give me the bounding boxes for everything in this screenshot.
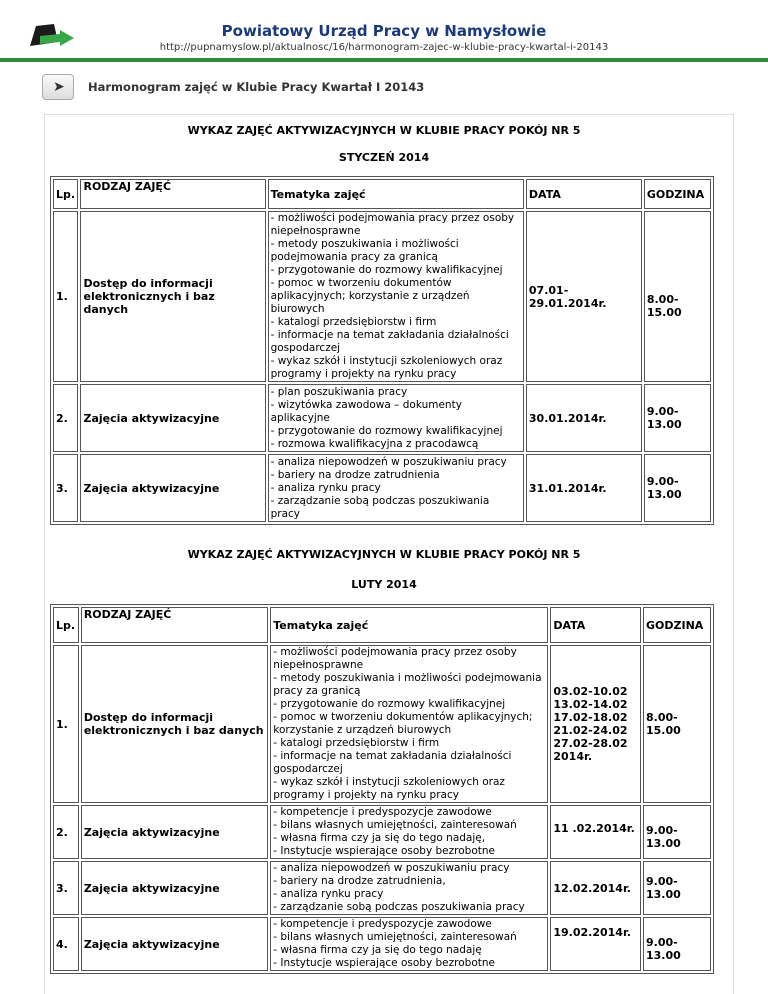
col-tematyka: Tematyka zajęć <box>270 607 548 643</box>
col-godzina: GODZINA <box>644 179 711 209</box>
col-data: DATA <box>526 179 642 209</box>
topic-line: - pomoc w tworzeniu dokumentów aplikacyjnych; korzystanie z urządzeń biurowych <box>273 711 533 736</box>
topic-line: - rozmowa kwalifikacyjna z pracodawcą <box>270 437 479 450</box>
site-title: Powiatowy Urząd Pracy w Namysłowie <box>221 22 547 40</box>
row-godzina: 9.00-13.00 <box>643 805 711 859</box>
date-line: 27.02-28.02 <box>553 737 628 750</box>
row-data: 12.02.2014r. <box>550 861 641 915</box>
row-lp: 4. <box>53 917 79 971</box>
schedule-table-february <box>50 604 714 974</box>
row-godzina: 9.00-13.00 <box>644 454 711 522</box>
date-line: 21.02-24.02 <box>553 724 628 737</box>
row-topics <box>270 861 548 915</box>
date-line: 03.02-10.02 <box>553 685 628 698</box>
topic-line: - bilans własnych umiejętności, zainteresowań <box>273 819 517 831</box>
row-rodzaj: Dostęp do informacji elektronicznych i baz danych <box>81 645 268 803</box>
row-data: 07.01-29.01.2014r. <box>526 211 642 382</box>
schedule-table-january <box>50 176 714 525</box>
table-row <box>53 645 711 803</box>
topic-line: - wizytówka zawodowa – dokumenty aplikacyjne <box>270 398 462 424</box>
topic-line: - bilans własnych umiejętności, zainteresowań <box>273 931 517 943</box>
topic-line: - zarządzanie sobą podczas poszukiwania pracy <box>273 901 525 913</box>
arrow-right-icon: ➤ <box>53 79 65 95</box>
row-godzina: 8.00-15.00 <box>644 211 711 382</box>
page-url: http://pupnamyslow.pl/aktualnosc/16/harmonogram-zajec-w-klubie-pracy-kwartal-i-20143 <box>159 42 609 53</box>
row-rodzaj: Zajęcia aktywizacyjne <box>81 805 268 859</box>
col-godzina: GODZINA <box>643 607 711 643</box>
topic-line: - pomoc w tworzeniu dokumentów aplikacyjnych; korzystanie z urządzeń biurowych <box>270 277 470 315</box>
table-row <box>53 917 711 971</box>
col-rodzaj: RODZAJ ZAJĘĆ <box>81 607 268 643</box>
row-data: 11 .02.2014r. <box>550 805 641 859</box>
col-tematyka: Tematyka zajęć <box>268 179 524 209</box>
table-row <box>53 861 711 915</box>
back-button[interactable] <box>42 74 74 100</box>
row-topics <box>270 645 548 803</box>
topic-line: - przygotowanie do rozmowy kwalifikacyjnej <box>270 264 503 276</box>
row-rodzaj: Zajęcia aktywizacyjne <box>81 917 268 971</box>
topic-line: - informacje na temat zakładania działalności gospodarczej <box>273 750 512 775</box>
table-header-row <box>53 179 711 209</box>
topic-line: - kompetencje i predyspozycje zawodowe <box>273 806 492 818</box>
page-title: Harmonogram zajęć w Klubie Pracy Kwartał I 20143 <box>88 80 425 94</box>
row-topics <box>268 454 524 522</box>
row-lp: 1. <box>53 211 78 382</box>
col-data: DATA <box>550 607 641 643</box>
table-row <box>53 384 711 452</box>
topic-line: - analiza rynku pracy <box>273 888 384 900</box>
col-lp: Lp. <box>53 179 78 209</box>
row-data <box>550 645 641 803</box>
section-month: STYCZEŃ 2014 <box>338 151 430 164</box>
topic-line: - metody poszukiwania i możliwości podejmowania pracy za granicą <box>273 672 542 697</box>
topic-line: - bariery na drodze zatrudnienia <box>270 468 440 481</box>
section-title: WYKAZ ZAJĘĆ AKTYWIZACYJNYCH W KLUBIE PRACY POKÓJ NR 5 <box>187 548 581 561</box>
row-lp: 3. <box>53 454 78 522</box>
topic-line: - bariery na drodze zatrudnienia, <box>273 875 446 887</box>
topic-line: - przygotowanie do rozmowy kwalifikacyjnej <box>273 698 506 710</box>
topic-line: - katalogi przedsiębiorstw i firm <box>270 316 437 328</box>
row-lp: 2. <box>53 805 79 859</box>
row-data: 30.01.2014r. <box>526 384 642 452</box>
col-lp: Lp. <box>53 607 79 643</box>
row-rodzaj: Zajęcia aktywizacyjne <box>80 454 265 522</box>
header-divider <box>0 58 768 62</box>
topic-line: - informacje na temat zakładania działalności gospodarczej <box>270 329 509 354</box>
row-topics <box>270 917 548 971</box>
row-rodzaj: Dostęp do informacji elektronicznych i baz danych <box>80 211 265 382</box>
row-godzina: 9.00-13.00 <box>644 384 711 452</box>
date-line: 2014r. <box>553 750 593 763</box>
topic-line: - plan poszukiwania pracy <box>270 385 408 398</box>
topic-line: - Instytucje wspierające osoby bezrobotne <box>273 845 495 857</box>
topic-line: - wykaz szkół i instytucji szkoleniowych oraz programy i projekty na rynku pracy <box>270 355 503 380</box>
row-godzina: 9.00-13.00 <box>643 861 711 915</box>
topic-line: - zarządzanie sobą podczas poszukiwania pracy <box>270 494 490 520</box>
table-header-row <box>53 607 711 643</box>
row-topics <box>268 211 524 382</box>
date-line: 13.02-14.02 <box>553 698 628 711</box>
row-topics <box>270 805 548 859</box>
topic-line: - przygotowanie do rozmowy kwalifikacyjnej <box>270 424 503 437</box>
row-rodzaj: Zajęcia aktywizacyjne <box>81 861 268 915</box>
row-topics <box>268 384 524 452</box>
row-godzina: 9.00-13.00 <box>643 917 711 971</box>
topic-line: - analiza niepowodzeń w poszukiwaniu pracy <box>273 862 510 874</box>
row-lp: 3. <box>53 861 79 915</box>
row-data: 19.02.2014r. <box>550 917 641 971</box>
col-rodzaj: RODZAJ ZAJĘĆ <box>80 179 265 209</box>
topic-line: - Instytucje wspierające osoby bezrobotne <box>273 957 495 969</box>
topic-line: - analiza rynku pracy <box>270 481 381 494</box>
topic-line: - własna firma czy ja się do tego nadaję <box>273 944 482 956</box>
row-godzina: 8.00-15.00 <box>643 645 711 803</box>
section-title: WYKAZ ZAJĘĆ AKTYWIZACYJNYCH W KLUBIE PRACY POKÓJ NR 5 <box>187 124 581 137</box>
table-row <box>53 805 711 859</box>
topic-line: - możliwości podejmowania pracy przez osoby niepełnosprawne <box>270 212 515 237</box>
topic-line: - kompetencje i predyspozycje zawodowe <box>273 918 492 930</box>
row-lp: 1. <box>53 645 79 803</box>
row-rodzaj: Zajęcia aktywizacyjne <box>80 384 265 452</box>
row-lp: 2. <box>53 384 78 452</box>
topic-line: - analiza niepowodzeń w poszukiwaniu pracy <box>270 455 507 468</box>
topic-line: - katalogi przedsiębiorstw i firm <box>273 737 440 749</box>
topic-line: - metody poszukiwania i możliwości podejmowania pracy za granicą <box>270 238 459 263</box>
table-row <box>53 211 711 382</box>
row-data: 31.01.2014r. <box>526 454 642 522</box>
table-row <box>53 454 711 522</box>
page-header <box>0 0 768 62</box>
section-month: LUTY 2014 <box>351 578 417 591</box>
topic-line: - możliwości podejmowania pracy przez osoby niepełnosprawne <box>273 646 517 671</box>
topic-line: - wykaz szkół i instytucji szkoleniowych oraz programy i projekty na rynku pracy <box>273 776 505 801</box>
topic-line: - własna firma czy ja się do tego nadaję, <box>273 832 486 844</box>
date-line: 17.02-18.02 <box>553 711 628 724</box>
